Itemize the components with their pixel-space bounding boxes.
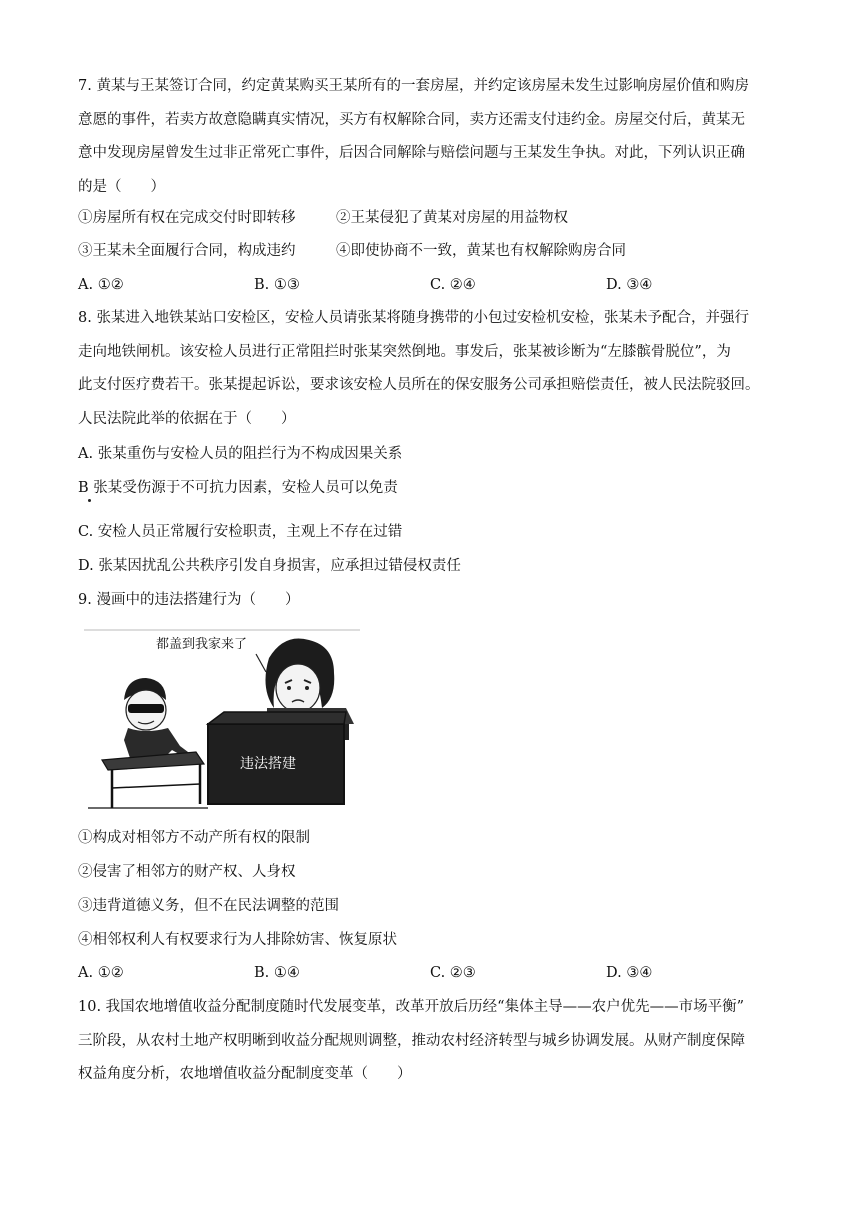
question-9-stem: 9. 漫画中的违法搭建行为（ ） — [78, 592, 300, 608]
q7-item-2: ②王某侵犯了黄某对房屋的用益物权 — [336, 210, 568, 226]
question-10-stem — [78, 991, 790, 1092]
q9-choice-a[interactable]: A. ①② — [78, 965, 124, 981]
q7-items-row-2 — [78, 238, 798, 264]
q9-item-2: ②侵害了相邻方的财产权、人身权 — [78, 864, 296, 880]
q7-line: 7. 黄某与王某签订合同，约定黄某购买王某所有的一套房屋，并约定该房屋未发生过影响房屋价值和购房 — [78, 78, 749, 94]
q10-line: 三阶段，从农村土地产权明晰到收益分配规则调整，推动农村经济转型与城乡协调发展。从财产制度保障 — [78, 1032, 745, 1049]
q7-line: 意愿的事件，若卖方故意隐瞒真实情况，买方有权解除合同，卖方还需支付违约金。房屋交付后，黄某无 — [78, 111, 745, 128]
q8-option-c[interactable]: C. 安检人员正常履行安检职责，主观上不存在过错 — [78, 524, 403, 540]
q9-choice-d[interactable]: D. ③④ — [606, 965, 653, 981]
q7-line: 意中发现房屋曾发生过非正常死亡事件，后因合同解除与赔偿问题与王某发生争执。对此，下列认识正确 — [78, 145, 745, 161]
comic-svg — [84, 628, 362, 812]
sunglasses-icon — [128, 704, 164, 713]
q7-item-4: ④即使协商不一致，黄某也有权解除购房合同 — [336, 243, 626, 259]
question-8-stem — [78, 302, 790, 436]
question-7-stem — [78, 70, 790, 204]
illegal-structure-label: 违法搭建 — [240, 756, 296, 772]
q8-line: 8. 张某进入地铁某站口安检区，安检人员请张某将随身携带的小包过安检机安检，张某未予配合，并强行 — [78, 310, 749, 326]
q7-choice-c[interactable]: C. ②④ — [430, 277, 476, 293]
woman-face — [276, 664, 320, 712]
q9-choices — [78, 960, 798, 986]
q10-line: 权益角度分析，农地增值收益分配制度变革（ ） — [78, 1066, 412, 1082]
q9-item-4: ④相邻权利人有权要求行为人排除妨害、恢复原状 — [78, 932, 397, 948]
q9-item-1: ①构成对相邻方不动产所有权的限制 — [78, 830, 310, 846]
q7-choices — [78, 272, 798, 298]
q7-item-1: ①房屋所有权在完成交付时即转移 — [78, 210, 296, 226]
q9-choice-c[interactable]: C. ②③ — [430, 965, 476, 981]
q8-option-d[interactable]: D. 张某因扰乱公共秩序引发自身损害，应承担过错侵权责任 — [78, 558, 461, 574]
stray-dot — [88, 499, 91, 502]
q7-item-3: ③王某未全面履行合同，构成违约 — [78, 243, 296, 259]
q10-line: 10. 我国农地增值收益分配制度随时代发展变革，改革开放后历经“集体主导——农户优先——市场平衡” — [78, 999, 744, 1015]
q7-choice-d[interactable]: D. ③④ — [606, 277, 653, 293]
q7-choice-b[interactable]: B. ①③ — [254, 277, 300, 293]
q9-item-3: ③违背道德义务，但不在民法调整的范围 — [78, 898, 339, 914]
q8-option-a[interactable]: A. 张某重伤与安检人员的阻拦行为不构成因果关系 — [78, 446, 403, 462]
q7-choice-a[interactable]: A. ①② — [78, 277, 124, 293]
comic-illustration — [84, 628, 362, 812]
q7-line: 的是（ ） — [78, 178, 165, 195]
q8-line: 人民法院此举的依据在于（ ） — [78, 410, 296, 427]
q8-line: 走向地铁闸机。该安检人员进行正常阻拦时张某突然倒地。事发后，张某被诊断为“左膝髌骨脱位”，为 — [78, 343, 731, 360]
q7-items-row-1 — [78, 205, 798, 231]
q8-option-b[interactable]: B 张某受伤源于不可抗力因素，安检人员可以免责 — [78, 480, 398, 496]
speech-text: 都盖到我家来了 — [156, 637, 248, 652]
q9-choice-b[interactable]: B. ①④ — [254, 965, 300, 981]
q8-line: 此支付医疗费若干。张某提起诉讼，要求该安检人员所在的保安服务公司承担赔偿责任，被人民法院驳回。 — [78, 377, 760, 393]
